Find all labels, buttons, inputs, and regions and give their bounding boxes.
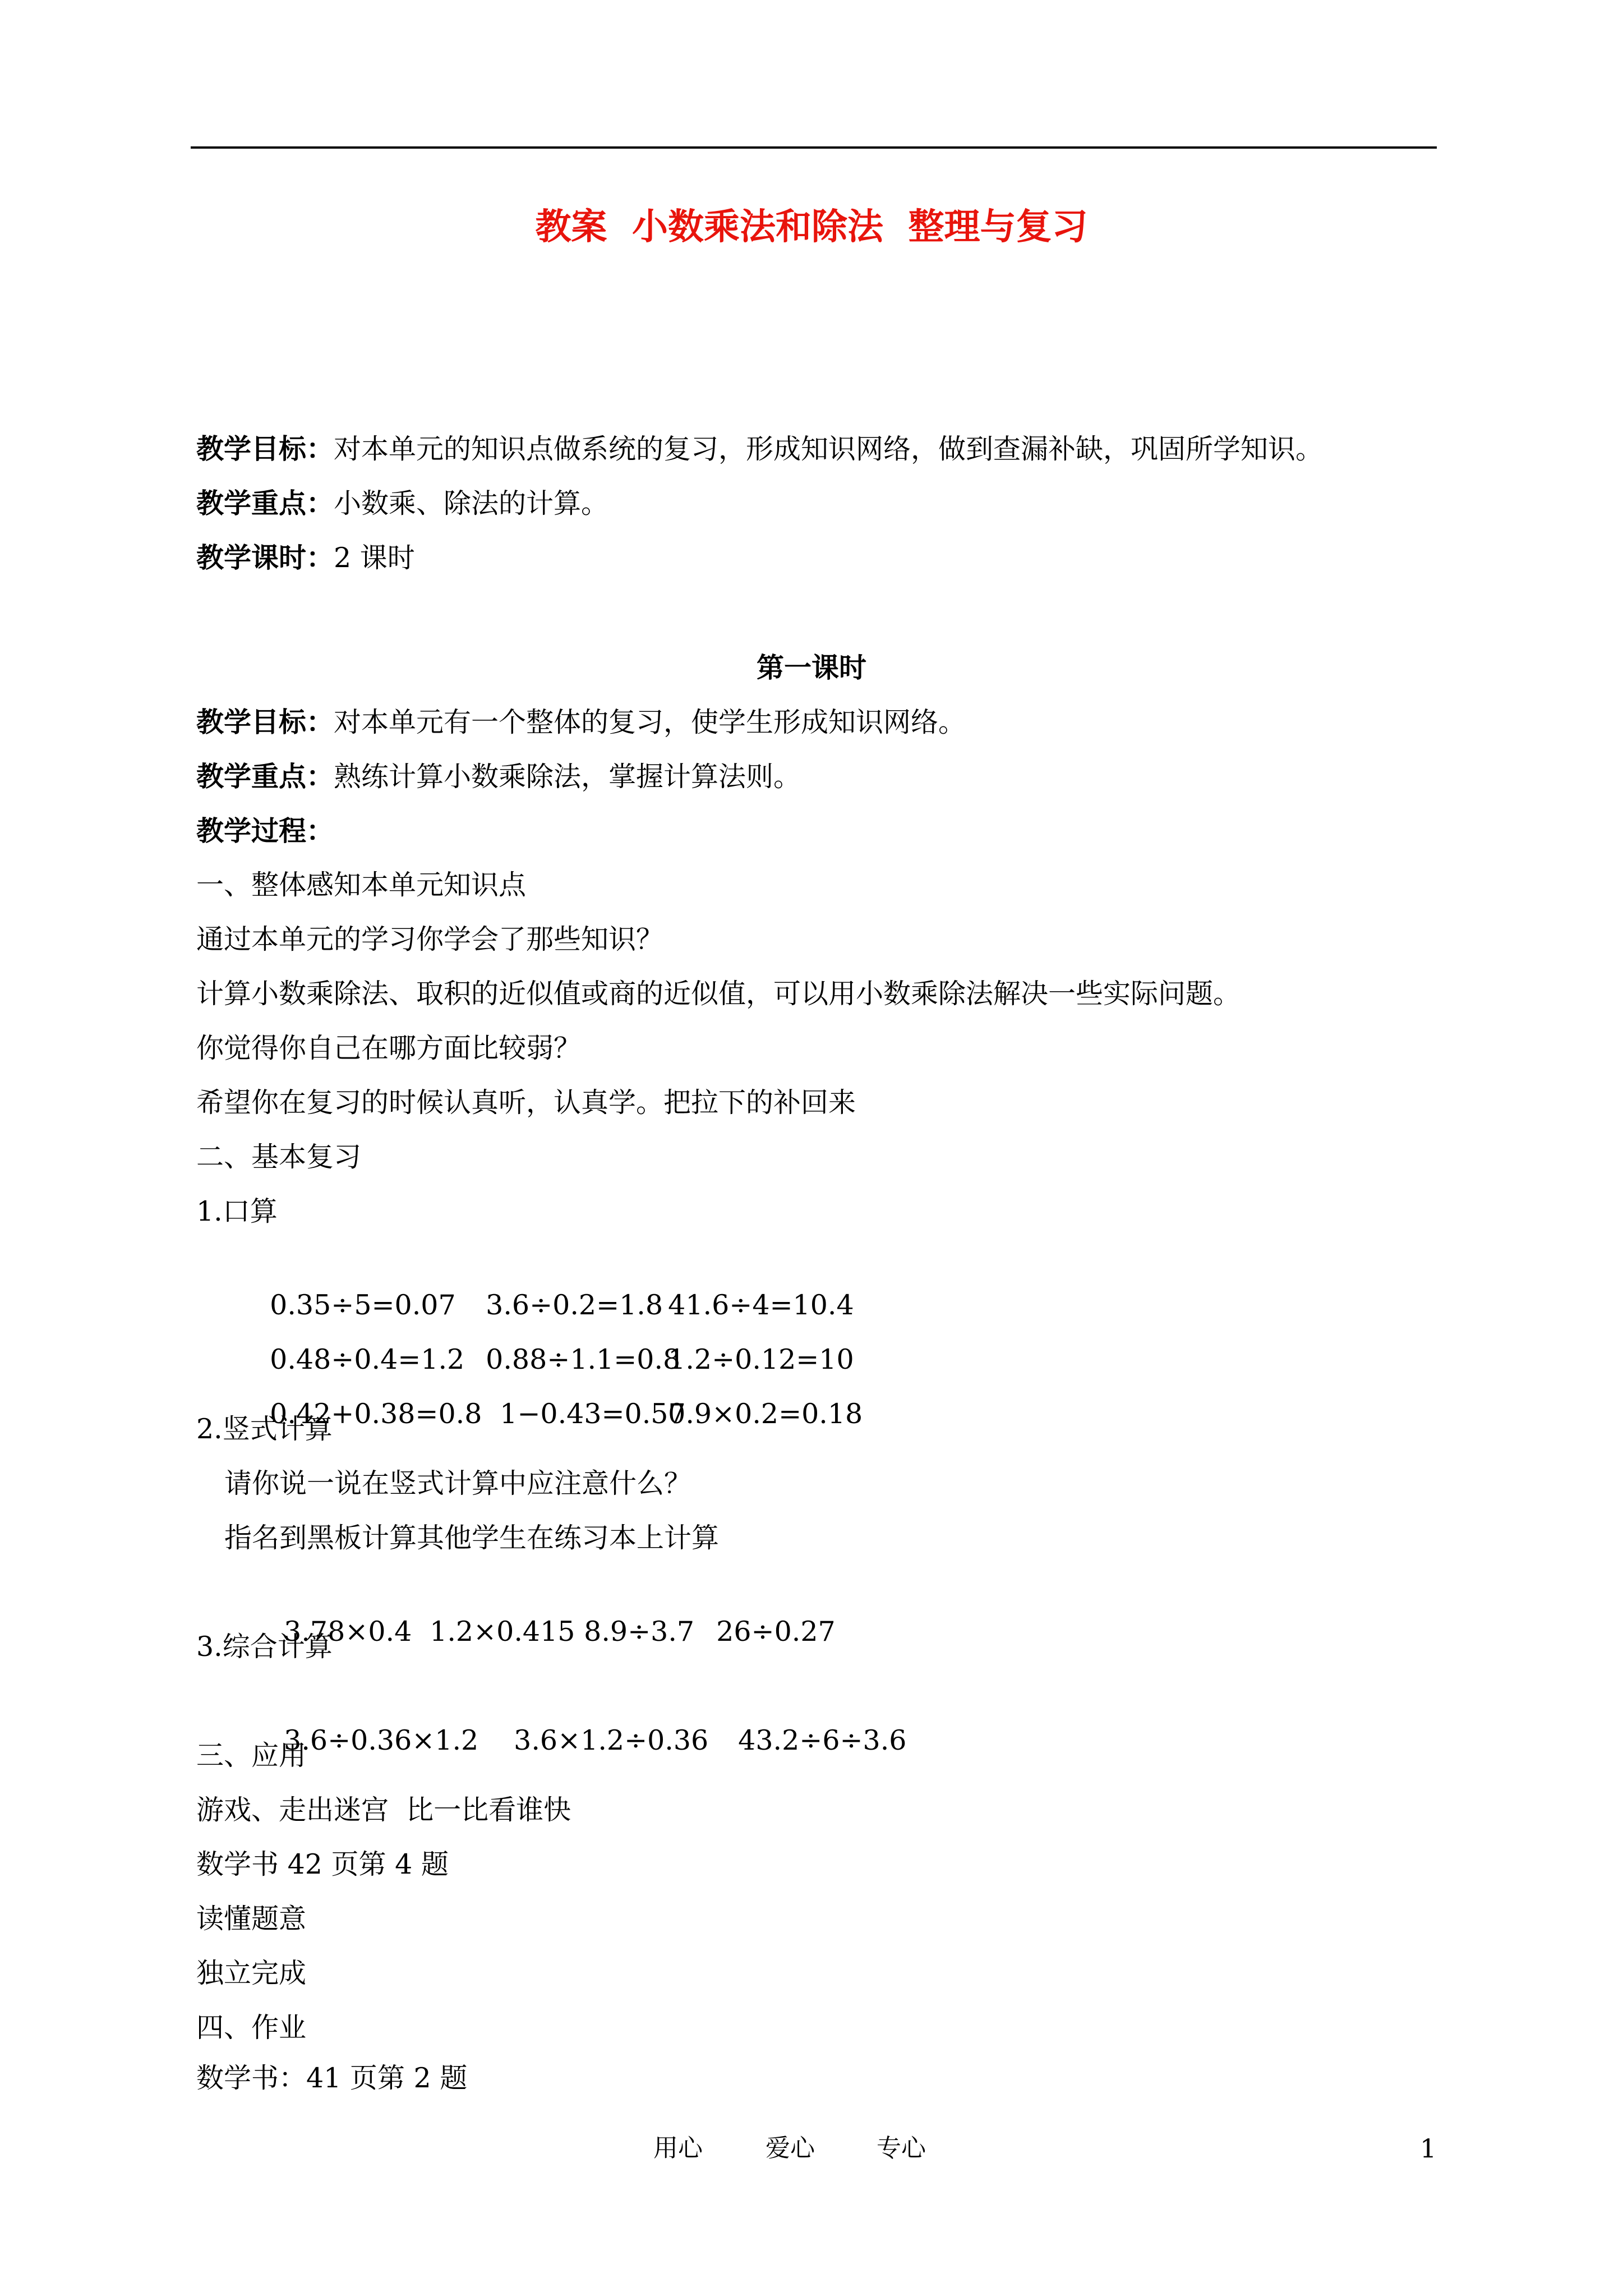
oral-item: 41.6÷4=10.4 [668,1289,854,1321]
combined-item: 43.2÷6÷3.6 [738,1724,907,1756]
header-rule [191,146,1437,149]
section1-question-2: 你觉得你自己在哪方面比较弱？ [196,1032,582,1064]
lesson1-goal [196,702,966,742]
overview-key [196,484,608,523]
section3-solo: 独立完成 [196,1957,307,1989]
vertical-items [266,1573,836,1651]
lesson1-key [196,757,801,797]
oral-item: 0.9×0.2=0.18 [668,1398,863,1430]
section1-answer-1: 计算小数乘除法、取积的近似值或商的近似值，可以用小数乘除法解决一些实际问题。 [196,978,1241,1010]
combined-item: 3.6÷0.36×1.2 [284,1724,479,1756]
vertical-item: 3.78×0.4 [284,1616,412,1648]
oral-item: 1−0.43=0.57 [500,1398,686,1430]
section4-homework: 数学书：41 页第 2 题 [196,2062,468,2094]
footer-word-2: 爱心 [766,2134,815,2162]
lesson1-key-label: 教学重点： [196,760,334,793]
lesson1-process [196,811,334,851]
vertical-note: 指名到黑板计算其他学生在练习本上计算 [224,1522,720,1554]
oral-row [252,1355,863,1434]
section2-heading: 二、基本复习 [196,1141,362,1173]
hours-label: 教学课时： [196,541,334,574]
section3-read: 读懂题意 [196,1903,307,1935]
key-label: 教学重点： [196,487,334,519]
vertical-item: 8.9÷3.7 [584,1616,695,1648]
combined-heading: 3.综合计算 [196,1631,333,1663]
combined-item: 3.6×1.2÷0.36 [514,1724,709,1756]
vertical-item: 1.2×0.415 [430,1616,575,1648]
key-text: 小数乘、除法的计算。 [334,487,609,519]
footer-word-3: 专心 [877,2134,926,2162]
oral-item: 0.35÷5=0.07 [270,1289,456,1321]
section3-book: 数学书 42 页第 4 题 [196,1848,449,1880]
process-label: 教学过程： [196,815,334,847]
hours-text: 2 课时 [334,542,415,574]
goal-text: 对本单元的知识点做系统的复习，形成知识网络，做到查漏补缺，巩固所学知识。 [334,433,1324,465]
footer-word-1: 用心 [653,2134,703,2162]
combined-items [266,1682,906,1760]
lesson1-key-text: 熟练计算小数乘除法，掌握计算法则。 [334,761,801,793]
oral-item: 0.48÷0.4=1.2 [270,1343,465,1375]
oral-heading: 1.口算 [196,1195,278,1227]
page-title: 教案 小数乘法和除法 整理与复习 [535,206,1088,248]
oral-item: 3.6÷0.2=1.8 [486,1289,663,1321]
page-number: 1 [1420,2133,1437,2164]
lesson1-goal-label: 教学目标： [196,706,334,738]
section1-question-1: 通过本单元的学习你学会了那些知识？ [196,923,664,955]
overview-hours [196,538,415,578]
vertical-item: 26÷0.27 [716,1616,836,1648]
section1-answer-2: 希望你在复习的时候认真听，认真学。把拉下的补回来 [196,1087,856,1119]
goal-label: 教学目标： [196,432,334,465]
section4-heading: 四、作业 [196,2012,307,2044]
vertical-heading: 2.竖式计算 [196,1413,333,1445]
lesson1-heading: 第一课时 [756,651,866,684]
oral-item: 0.88÷1.1=0.8 [486,1343,681,1375]
section3-heading: 三、应用 [196,1740,307,1772]
oral-item: 0.42+0.38=0.8 [270,1398,482,1430]
lesson1-goal-text: 对本单元有一个整体的复习，使学生形成知识网络。 [334,706,966,738]
vertical-question: 请你说一说在竖式计算中应注意什么？ [224,1467,692,1499]
oral-item: 1.2÷0.12=10 [668,1343,854,1375]
overview-goal [196,429,1323,469]
section3-game: 游戏、走出迷宫 比一比看谁快 [196,1794,571,1826]
section1-heading: 一、整体感知本单元知识点 [196,869,527,901]
